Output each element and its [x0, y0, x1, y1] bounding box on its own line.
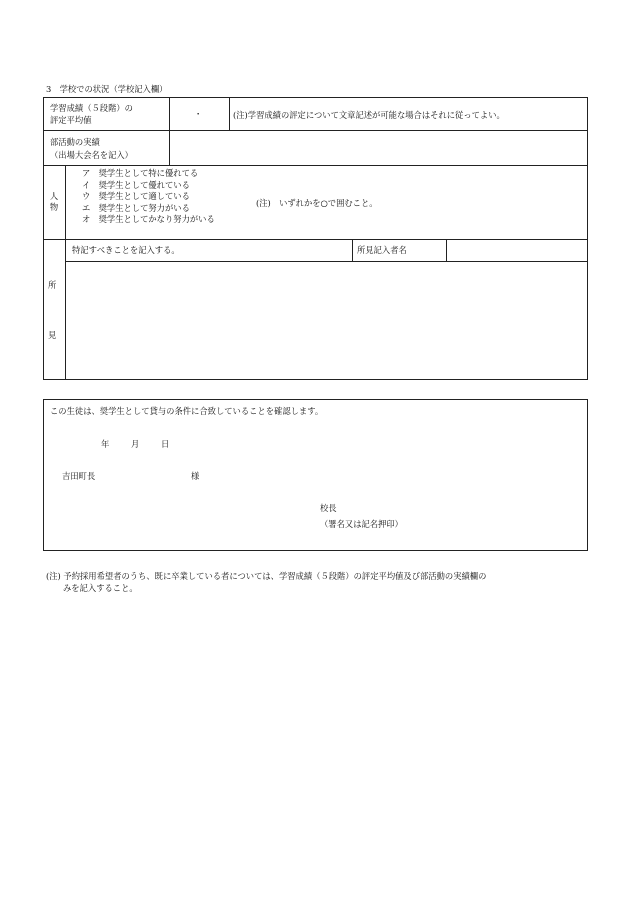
character-label-char: 物: [49, 202, 59, 212]
col-divider: [446, 239, 447, 261]
confirmation-box: [43, 399, 588, 551]
footnote-line2: みを記入すること。: [63, 583, 138, 593]
row-divider: [43, 165, 588, 166]
character-label-char: 人: [49, 191, 59, 201]
col-divider: [169, 97, 170, 165]
row-divider: [43, 239, 588, 240]
character-choice-u[interactable]: ウ 奨学生として適している: [82, 191, 190, 202]
principal-label: 校長: [320, 503, 337, 513]
grades-value[interactable]: ・: [194, 109, 203, 119]
club-label-line1: 部活動の実績: [50, 137, 100, 147]
character-choice-o[interactable]: オ 奨学生としてかなり努力がいる: [82, 214, 215, 225]
remarks-label-bottom: 見: [48, 330, 57, 340]
date-day[interactable]: 日: [161, 439, 170, 449]
character-choice-list: [82, 168, 215, 226]
signature-note[interactable]: （署名又は記名押印）: [320, 519, 403, 529]
col-divider: [65, 165, 66, 380]
section-title: 3 学校での状況（学校記入欄）: [46, 84, 168, 94]
club-label-line2: （出場大会名を記入）: [50, 150, 133, 160]
character-note: (注) いずれかを○で囲むこと。: [256, 198, 378, 208]
remarks-writer-label: 所見記入者名: [357, 245, 407, 255]
addressee: 吉田町長: [62, 471, 96, 481]
row-divider: [43, 130, 588, 131]
row-divider: [65, 261, 588, 262]
confirmation-statement: この生徒は、奨学生として貸与の条件に合致していることを確認します。: [50, 406, 324, 416]
addressee-honorific: 様: [191, 471, 200, 481]
grades-label-line2: 評定平均値: [50, 115, 92, 125]
character-choice-a[interactable]: ア 奨学生として特に優れてる: [82, 168, 199, 178]
grades-label-line1: 学習成績（５段階）の: [50, 103, 133, 113]
grades-note: (注)学習成績の評定について文章記述が可能な場合はそれに従ってよい。: [233, 110, 505, 120]
date-year[interactable]: 年: [101, 439, 110, 449]
remarks-text-area[interactable]: [68, 266, 584, 376]
date-month[interactable]: 月: [131, 439, 140, 449]
col-divider: [229, 97, 230, 130]
remarks-instruction: 特記すべきことを記入する。: [72, 245, 180, 255]
footnote-line1: (注) 予約採用希望者のうち、既に卒業している者については、学習成績（５段階）の評定平均値及び部活動の実績欄の: [46, 571, 487, 581]
character-choice-e[interactable]: エ 奨学生として努力がいる: [82, 202, 190, 213]
character-choice-i[interactable]: イ 奨学生として優れている: [82, 179, 190, 190]
character-label: [43, 191, 65, 213]
remarks-label-top: 所: [48, 280, 57, 290]
col-divider: [352, 239, 353, 261]
